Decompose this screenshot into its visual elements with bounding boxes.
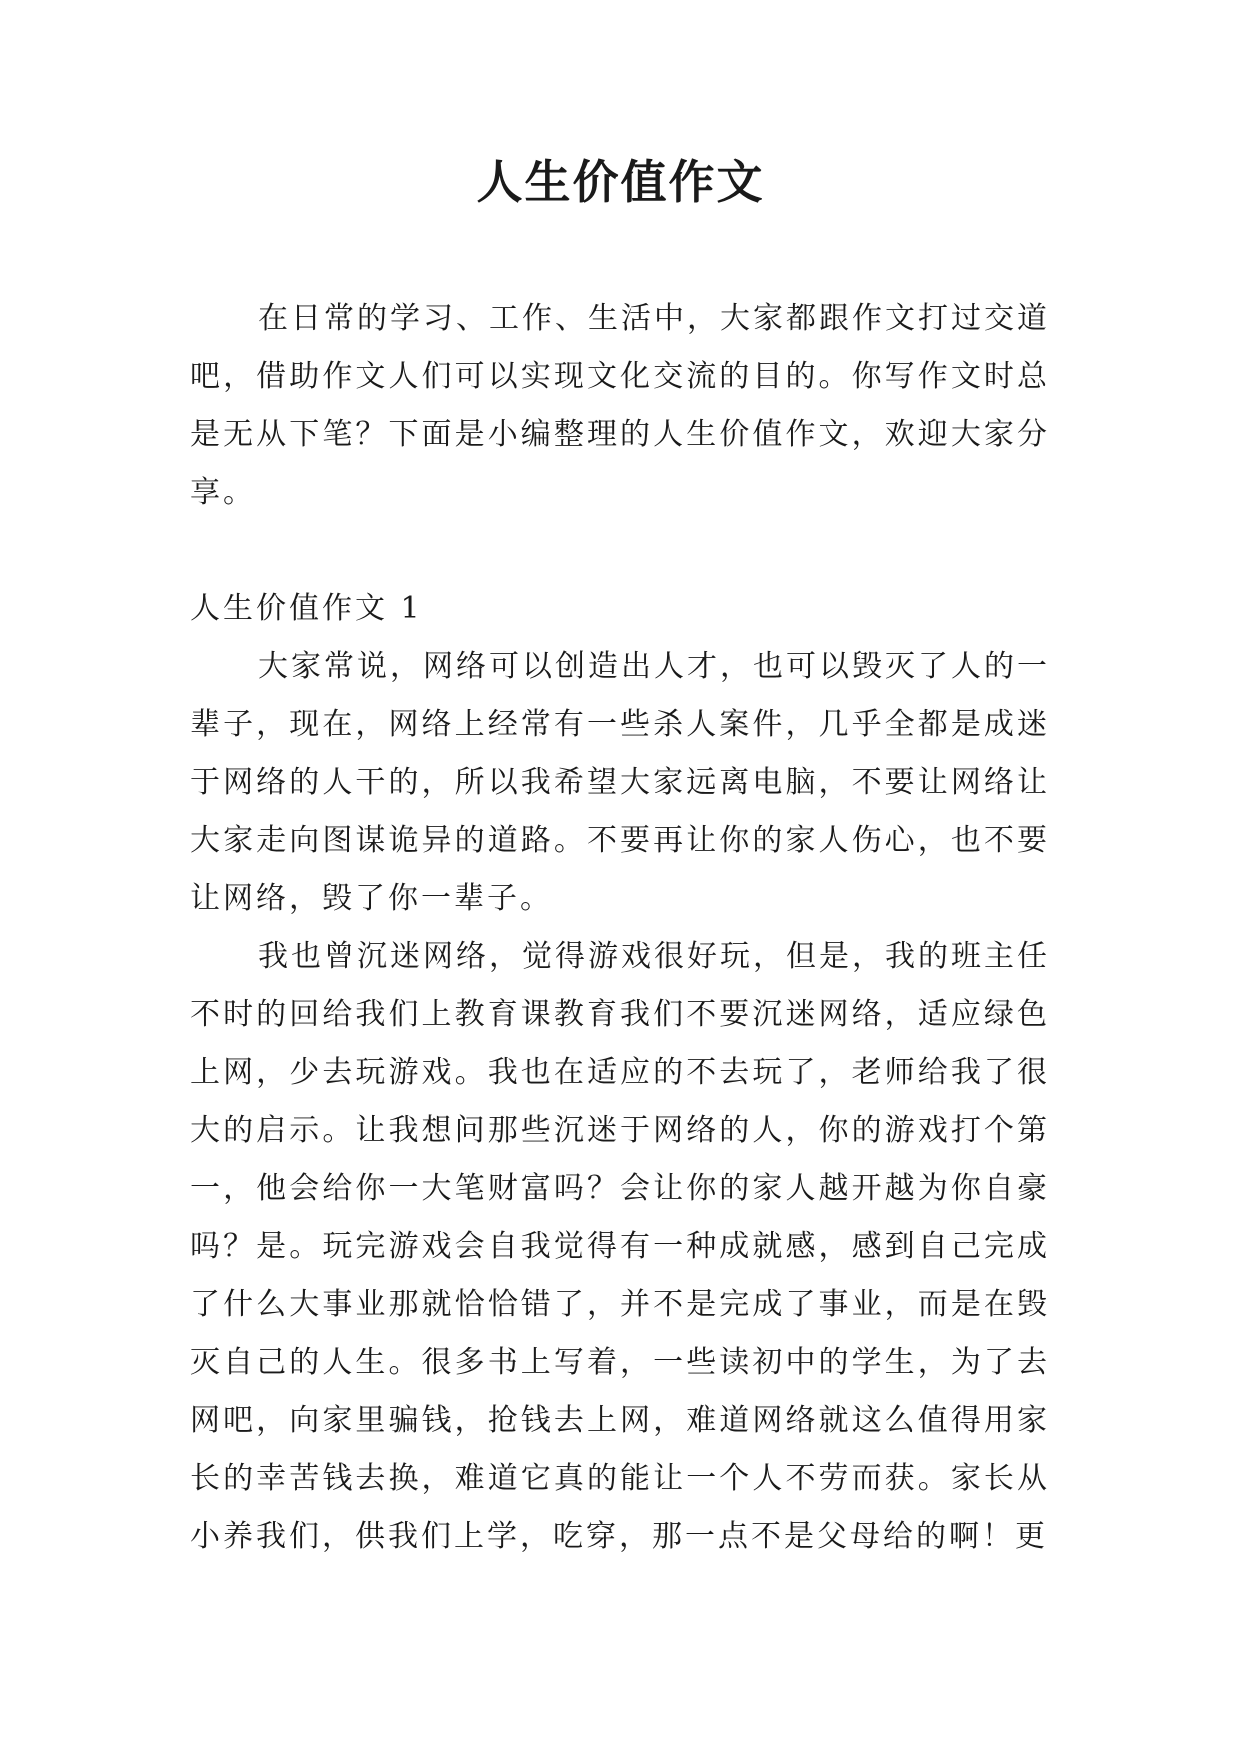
section-heading: 人生价值作文 1 [190,591,423,626]
document-title: 人生价值作文 [476,155,765,209]
body-paragraph-2: 我也曾沉迷网络，觉得游戏很好玩，但是，我的班主任不时的回给我们上教育课教育我们不要沉迷网络，适应绿色上网，少去玩游戏。我也在适应的不去玩了，老师给我了很大的启示。让我想问那些沉迷于网络的人，你的游戏打个第一，他会给你一大笔财富吗？会让你的家人越开越为你自豪吗？是。玩完游戏会自我觉得有一种成就感，感到自己完成了什么大事业那就恰恰错了，并不是完成了事业，而是在毁灭自己的人生。很多书上写着，一些读初中的学生，为了去网吧，向家里骗钱，抢钱去上网，难道网络就这么值得用家长的幸苦钱去换，难道它真的能让一个人不劳而获。家长从小养我们，供我们上学，吃穿，那一点不是父母给的啊！更 [190,939,1050,1554]
paragraph-spacer [190,522,1050,580]
intro-paragraph: 在日常的学习、工作、生活中，大家都跟作文打过交道吧，借助作文人们可以实现文化交流的目的。你写作文时总是无从下笔？下面是小编整理的人生价值作文，欢迎大家分享。 [190,301,1050,510]
document-body [190,290,1050,1566]
body-paragraph-1: 大家常说，网络可以创造出人才，也可以毁灭了人的一辈子，现在，网络上经常有一些杀人案件，几乎全都是成迷于网络的人干的，所以我希望大家远离电脑，不要让网络让大家走向图谋诡异的道路。不要再让你的家人伤心，也不要让网络，毁了你一辈子。 [190,649,1050,916]
